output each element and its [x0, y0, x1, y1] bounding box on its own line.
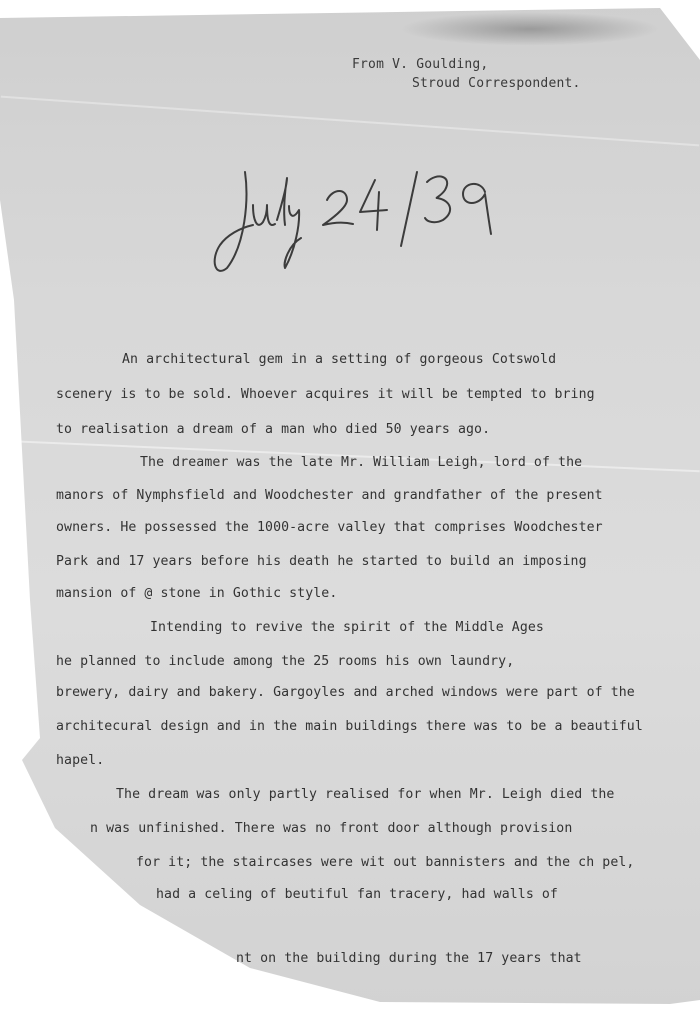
body-line: manors of Nymphsfield and Woodchester and grandfather of the present — [56, 488, 603, 503]
body-line: The dreamer was the late Mr. William Leigh, lord of the — [140, 455, 583, 470]
body-line: nt on the building during the 17 years that — [236, 951, 582, 966]
body-line: architecural design and in the main buildings there was to be a beautiful — [56, 719, 643, 734]
body-line: to realisation a dream of a man who died 50 years ago. — [56, 422, 491, 437]
body-line: hapel. — [56, 753, 105, 768]
body-line: The dream was only partly realised for when Mr. Leigh died the — [116, 787, 615, 802]
body-line: for it; the staircases were wit out bannisters and the ch pel, — [136, 855, 635, 870]
body-line: n was unfinished. There was no front door although provision — [90, 821, 573, 836]
sender-block — [352, 55, 581, 93]
from-line: From V. Goulding, — [352, 57, 489, 72]
correspondent-line: Stroud Correspondent. — [412, 76, 581, 91]
stain-mark — [400, 12, 660, 46]
body-line: scenery is to be sold. Whoever acquires it will be tempted to bring — [56, 387, 595, 402]
handwritten-date — [205, 150, 505, 280]
body-line: brewery, dairy and bakery. Gargoyles and arched windows were part of the — [56, 685, 635, 700]
body-line: owners. He possessed the 1000-acre valley that comprises Woodchester — [56, 520, 603, 535]
body-line: An architectural gem in a setting of gorgeous Cotswold — [122, 352, 557, 367]
body-line: mansion of @ stone in Gothic style. — [56, 586, 338, 601]
body-line: he planned to include among the 25 rooms his own laundry, — [56, 654, 515, 669]
body-line: Park and 17 years before his death he started to build an imposing — [56, 554, 587, 569]
body-line: had a celing of beutiful fan tracery, had walls of — [156, 887, 558, 902]
fold-crease — [1, 96, 699, 147]
body-line: Intending to revive the spirit of the Middle Ages — [150, 620, 544, 635]
